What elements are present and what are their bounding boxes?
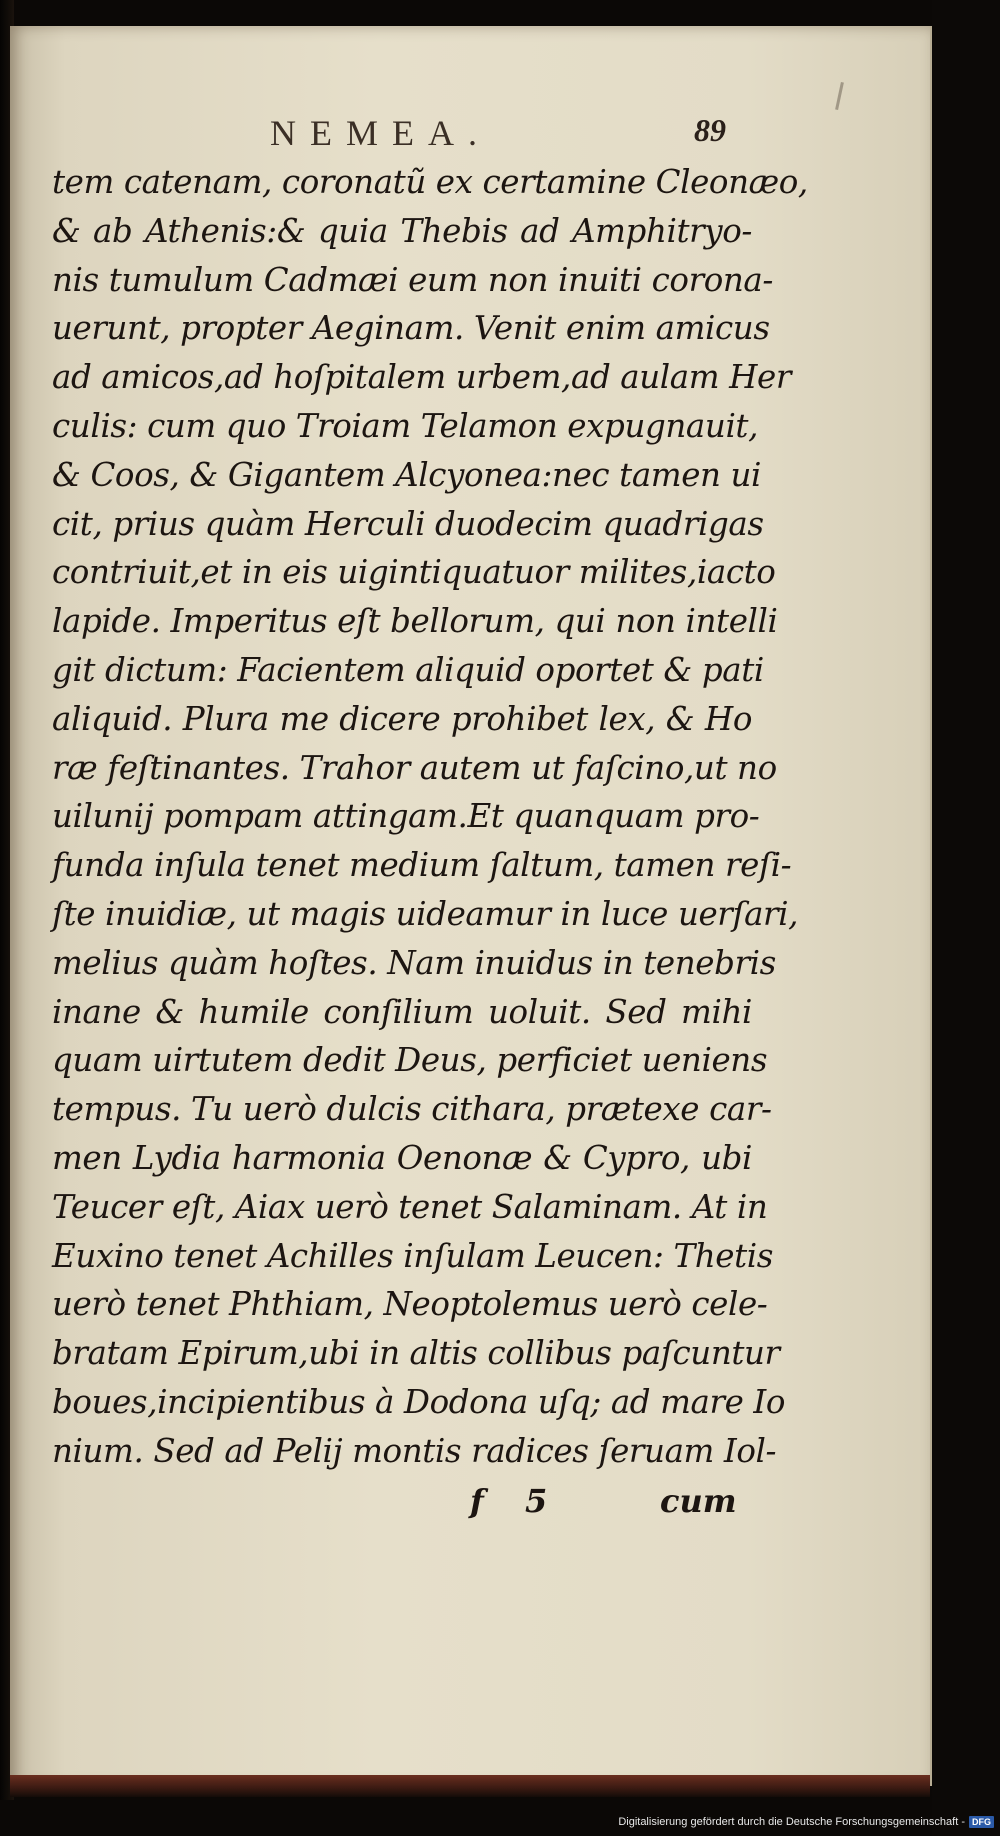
text-line: bratam Epirum,ubi in altis collibus paſcuntur — [52, 1334, 780, 1373]
signature-number: 5 — [525, 1482, 548, 1520]
text-line: cit, prius quàm Herculi duodecim quadrigas — [52, 504, 764, 543]
text-line: nium. Sed ad Pelij montis radices ſeruam Iol- — [52, 1431, 777, 1470]
signature-mark: f — [470, 1482, 484, 1520]
text-line: tempus. Tu uerò dulcis cithara, prætexe car- — [52, 1090, 772, 1129]
body-text — [52, 158, 808, 1476]
text-line: men Lydia harmonia Oenonæ & Cypro, ubi — [52, 1138, 752, 1177]
catchword: cum — [660, 1482, 737, 1520]
text-line: ræ feſtinantes. Trahor autem ut faſcino,ut no — [52, 748, 777, 787]
text-line: uerò tenet Phthiam, Neoptolemus uerò cele- — [52, 1285, 768, 1324]
text-line: & Coos, & Gigantem Alcyonea:nec tamen ui — [52, 455, 762, 494]
text-line: culis: cum quo Troiam Telamon expugnauit, — [52, 406, 759, 445]
text-line: & ab Athenis:& quia Thebis ad Amphitryo- — [52, 211, 752, 250]
text-line: funda inſula tenet medium ſaltum, tamen reſi- — [52, 846, 792, 885]
page-bottom-edge — [10, 1775, 930, 1797]
page-number: 89 — [694, 112, 726, 148]
text-line: uerunt, propter Aeginam. Venit enim amicus — [52, 309, 770, 348]
scan-background-right — [932, 0, 1000, 1836]
text-line: aliquid. Plura me dicere prohibet lex, & Ho — [52, 699, 752, 738]
text-line: tem catenam, coronatũ ex certamine Cleonæo, — [52, 163, 808, 201]
text-line: uilunij pompam attingam.Et quanquam pro- — [52, 797, 760, 836]
credit-text: Digitalisierung gefördert durch die Deutsche Forschungsgemeinschaft - — [618, 1816, 965, 1828]
text-line: git dictum: Facientem aliquid oportet & pati — [52, 650, 764, 689]
text-line: ad amicos,ad hoſpitalem urbem,ad aulam Her — [52, 358, 792, 397]
text-line: ſte inuidiæ, ut magis uideamur in luce uerſari, — [52, 894, 799, 933]
text-line: inane & humile conſilium uoluit. Sed mihi — [52, 992, 752, 1031]
digitization-credit — [618, 1812, 994, 1832]
text-line: Euxino tenet Achilles inſulam Leucen: Thetis — [52, 1236, 774, 1275]
text-line: nis tumulum Cadmæi eum non inuiti corona- — [52, 260, 773, 299]
text-line: boues,incipientibus à Dodona uſq; ad mare Io — [52, 1382, 786, 1421]
dfg-logo: DFG — [969, 1816, 994, 1828]
text-line: lapide. Imperitus eſt bellorum, qui non intelli — [52, 602, 778, 641]
text-line: melius quàm hoſtes. Nam inuidus in tenebris — [52, 943, 776, 982]
running-head: NEMEA. — [270, 113, 491, 153]
text-line: quam uirtutem dedit Deus, perficiet ueniens — [52, 1041, 768, 1080]
text-line: contriuit,et in eis uigintiquatuor milites,iacto — [52, 553, 776, 592]
text-line: Teucer eſt, Aiax uerò tenet Salaminam. At in — [52, 1187, 768, 1226]
